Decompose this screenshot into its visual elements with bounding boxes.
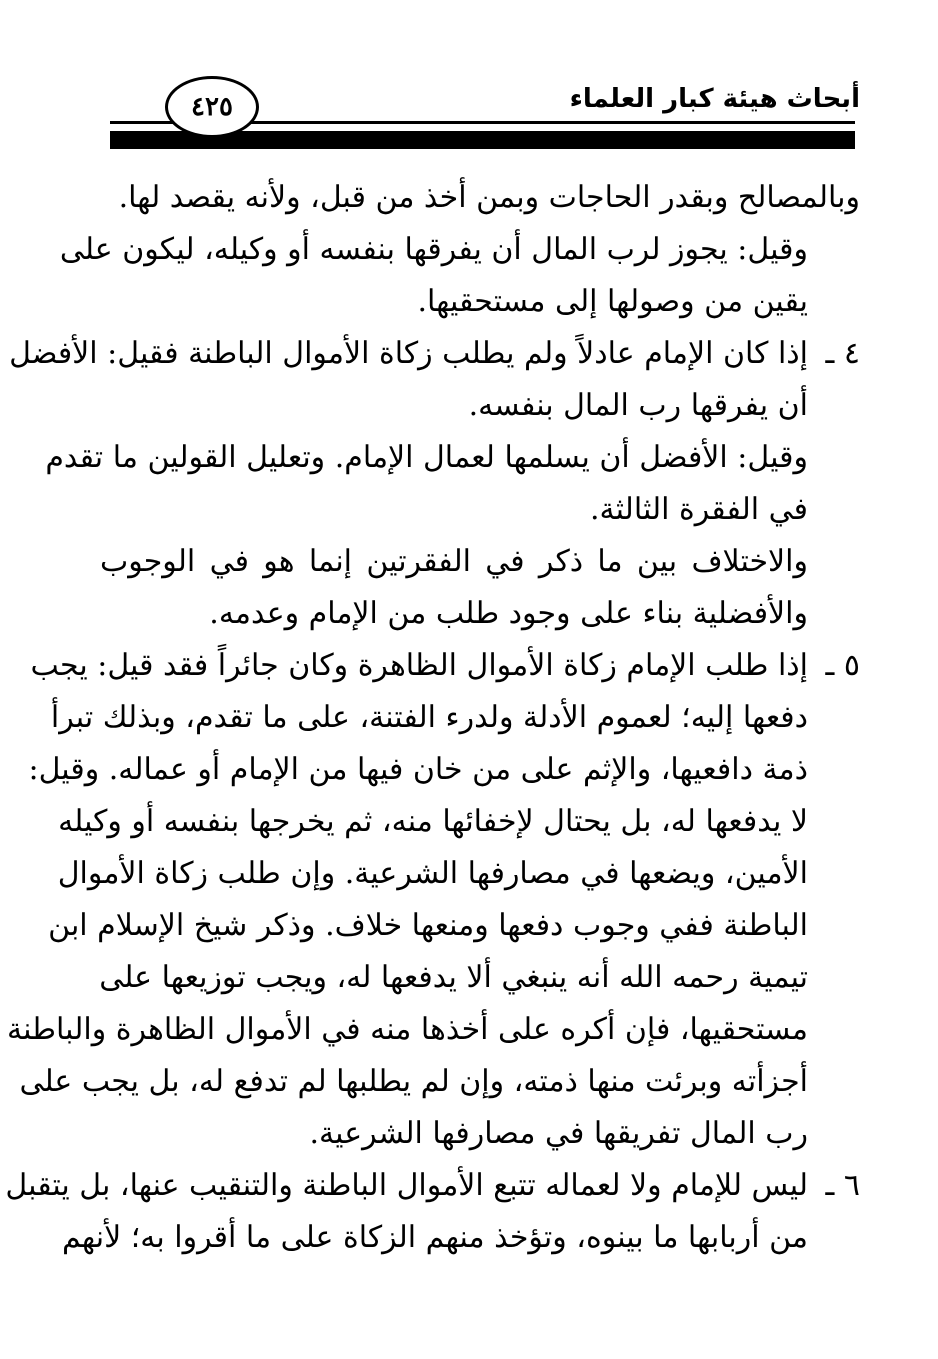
text-line: وقيل: الأفضل أن يسلمها لعمال الإمام. وتعليل القولين ما تقدم: [45, 440, 808, 475]
text-line: والاختلاف بين ما ذكر في الفقرتين إنما هو في الوجوب: [100, 544, 808, 579]
text-line: دفعها إليه؛ لعموم الأدلة ولدرء الفتنة، على ما تقدم، وبذلك تبرأ: [50, 700, 808, 735]
text-line: وقيل: يجوز لرب المال أن يفرقها بنفسه أو وكيله، ليكون على: [59, 232, 808, 267]
text-line: والأفضلية بناء على وجود طلب من الإمام وعدمه.: [209, 596, 808, 631]
list-item-4: [9, 328, 860, 380]
body-text: [5, 172, 860, 1264]
text-line: أجزأته وبرئت منها ذمته، وإن لم يطلبها لم تدفع له، بل يجب على: [19, 1064, 808, 1099]
text-line: تيمية رحمه الله أنه ينبغي ألا يدفعها له، ويجب توزيعها على: [99, 960, 808, 995]
text-line: مستحقيها، فإن أكره على أخذها منه في الأموال الظاهرة والباطنة: [7, 1012, 808, 1047]
item-number: ٦ ـ: [825, 1168, 860, 1203]
page-number: ٤٢٥: [165, 76, 259, 138]
text-line: وبالمصالح وبقدر الحاجات وبمن أخذ من قبل، ولأنه يقصد لها.: [118, 180, 860, 215]
text-line: الأمين، ويضعها في مصارفها الشرعية. وإن طلب زكاة الأموال: [57, 856, 808, 891]
running-header-title: أبحاث هيئة كبار العلماء: [569, 84, 860, 114]
text-line: في الفقرة الثالثة.: [590, 492, 808, 527]
text-line: إذا كان الإمام عادلاً ولم يطلب زكاة الأموال الباطنة فقيل: الأفضل: [9, 336, 808, 371]
list-item-6: [5, 1160, 860, 1212]
text-line: يقين من وصولها إلى مستحقيها.: [417, 284, 808, 319]
text-line: رب المال تفريقها في مصارفها الشرعية.: [309, 1116, 808, 1151]
text-line: أن يفرقها رب المال بنفسه.: [468, 388, 808, 423]
list-item-5: [30, 640, 860, 692]
text-line: لا يدفعها له، بل يحتال لإخفائها منه، ثم يخرجها بنفسه أو وكيله: [58, 804, 808, 839]
text-line: الباطنة ففي وجوب دفعها ومنعها خلاف. وذكر شيخ الإسلام ابن: [48, 908, 808, 943]
text-line: إذا طلب الإمام زكاة الأموال الظاهرة وكان جائراً فقد قيل: يجب: [30, 648, 808, 683]
item-number: ٤ ـ: [825, 336, 860, 371]
text-line: ذمة دافعيها، والإثم على من خان فيها من الإمام أو عماله. وقيل:: [28, 752, 808, 787]
text-line: ليس للإمام ولا لعماله تتبع الأموال الباطنة والتنقيب عنها، بل يتقبل: [5, 1168, 808, 1203]
item-number: ٥ ـ: [825, 648, 860, 683]
text-line: من أربابها ما بينوه، وتؤخذ منهم الزكاة على ما أقروا به؛ لأنهم: [61, 1220, 808, 1255]
